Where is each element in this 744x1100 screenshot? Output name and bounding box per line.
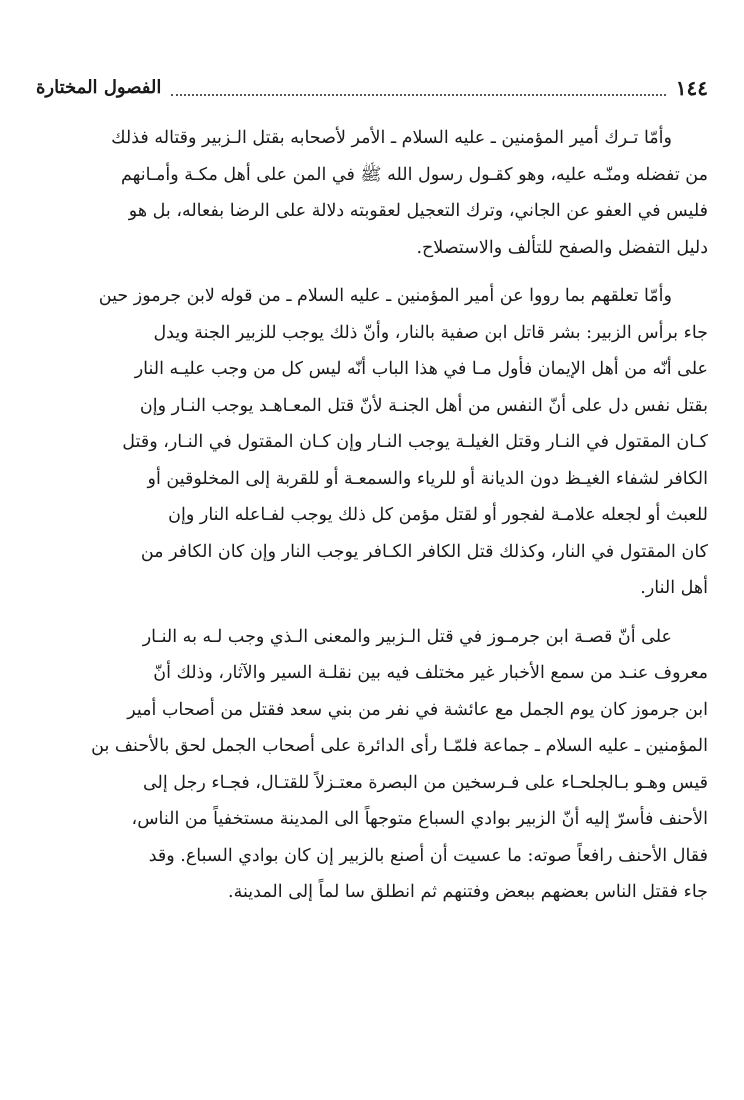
text-line: على أنّه من أهل الإيمان فأول مـا في هذا الباب أنّه ليس كل من وجب عليـه النار xyxy=(134,359,708,379)
text-line: من تفضله ومنّـه عليه، وهو كقـول رسول الله ﷺ في المن على أهل مكـة وأمـانهم xyxy=(120,164,708,185)
text-line: جاء فقتل الناس بعضهم ببعض وفتنهم ثم انطلق سا لماً إلى المدينة. xyxy=(228,882,708,902)
text-line: وأمّا تعلقهم بما رووا عن أمير المؤمنين ـ عليه السلام ـ من قوله لابن جرموز حين xyxy=(98,286,672,306)
text-line: الكافر لشفاء الغيـظ دون الديانة أو للرياء والسمعـة أو للقربة إلى المخلوقين أو xyxy=(147,468,708,489)
text-line: المؤمنين ـ عليه السلام ـ جماعة فلمّـا رأى الدائرة على أصحاب الجمل لحق بالأحنف بن xyxy=(91,736,708,756)
text-line: قيس وهـو بـالجلحـاء على فـرسخين من البصرة معتـزلاً للقتـال، فجـاء رجل إلى xyxy=(142,772,708,793)
text-line: فقال الأحنف رافعاً صوته: ما عسيت أن أصنع بالزبير إن كان بوادي السباع. وقد xyxy=(148,845,708,866)
text-line: كان المقتول في النار، وكذلك قتل الكافر الكـافر يوجب النار وإن كان الكافر من xyxy=(140,541,708,562)
paragraph-1 xyxy=(36,120,708,266)
text-line: للعبث أو لجعله علامـة لفجور أو لقتل مؤمن كل ذلك يوجب لفـاعله النار وإن xyxy=(168,505,708,525)
text-line: دليل التفضل والصفح للتألف والاستصلاح. xyxy=(416,237,708,258)
text-line: معروف عنـد من سمع الأخبار غير مختلف فيه بين نقلـة السير والآثار، وذلك أنّ xyxy=(153,663,708,683)
text-line: وأمّا تـرك أمير المؤمنين ـ عليه السلام ـ الأمر لأصحابه بقتل الـزبير وقتاله فذلك xyxy=(111,128,672,148)
running-header xyxy=(36,72,708,102)
text-line: كـان المقتول في النـار وقتل الغيلـة يوجب النـار وإن كـان المقتول في النـار، وقتل xyxy=(122,432,708,452)
body-text xyxy=(36,120,708,923)
text-line: فليس في العفو عن الجاني، وترك التعجيل لعقوبته دلالة على الرضا بفعاله، بل هو xyxy=(128,201,708,221)
text-line: بقتل نفس دل على أنّ النفس من أهل الجنـة لأنّ قتل المعـاهـد يوجب النـار وإن xyxy=(139,395,708,416)
dotted-leader xyxy=(171,94,665,96)
text-line: ابن جرموز كان يوم الجمل مع عائشة في نفر من بني سعد فقتل من أصحاب أمير xyxy=(127,699,708,720)
text-line: جاء برأس الزبير: بشر قاتل ابن صفية بالنار، وأنّ ذلك يوجب للزبير الجنة ويدل xyxy=(153,322,708,343)
book-title: الفصول المختارة xyxy=(36,77,162,98)
paragraph-2 xyxy=(36,278,708,607)
text-line: أهل النار. xyxy=(640,578,708,598)
page-number: ١٤٤ xyxy=(675,76,708,100)
paragraph-3 xyxy=(36,619,708,911)
text-line: على أنّ قصـة ابن جرمـوز في قتل الـزبير والمعنى الـذي وجب لـه به النـار xyxy=(142,626,672,647)
text-line: الأحنف فأسرّ إليه أنّ الزبير بوادي السباع متوجهاً الى المدينة مستخفياً من الناس، xyxy=(131,809,708,829)
